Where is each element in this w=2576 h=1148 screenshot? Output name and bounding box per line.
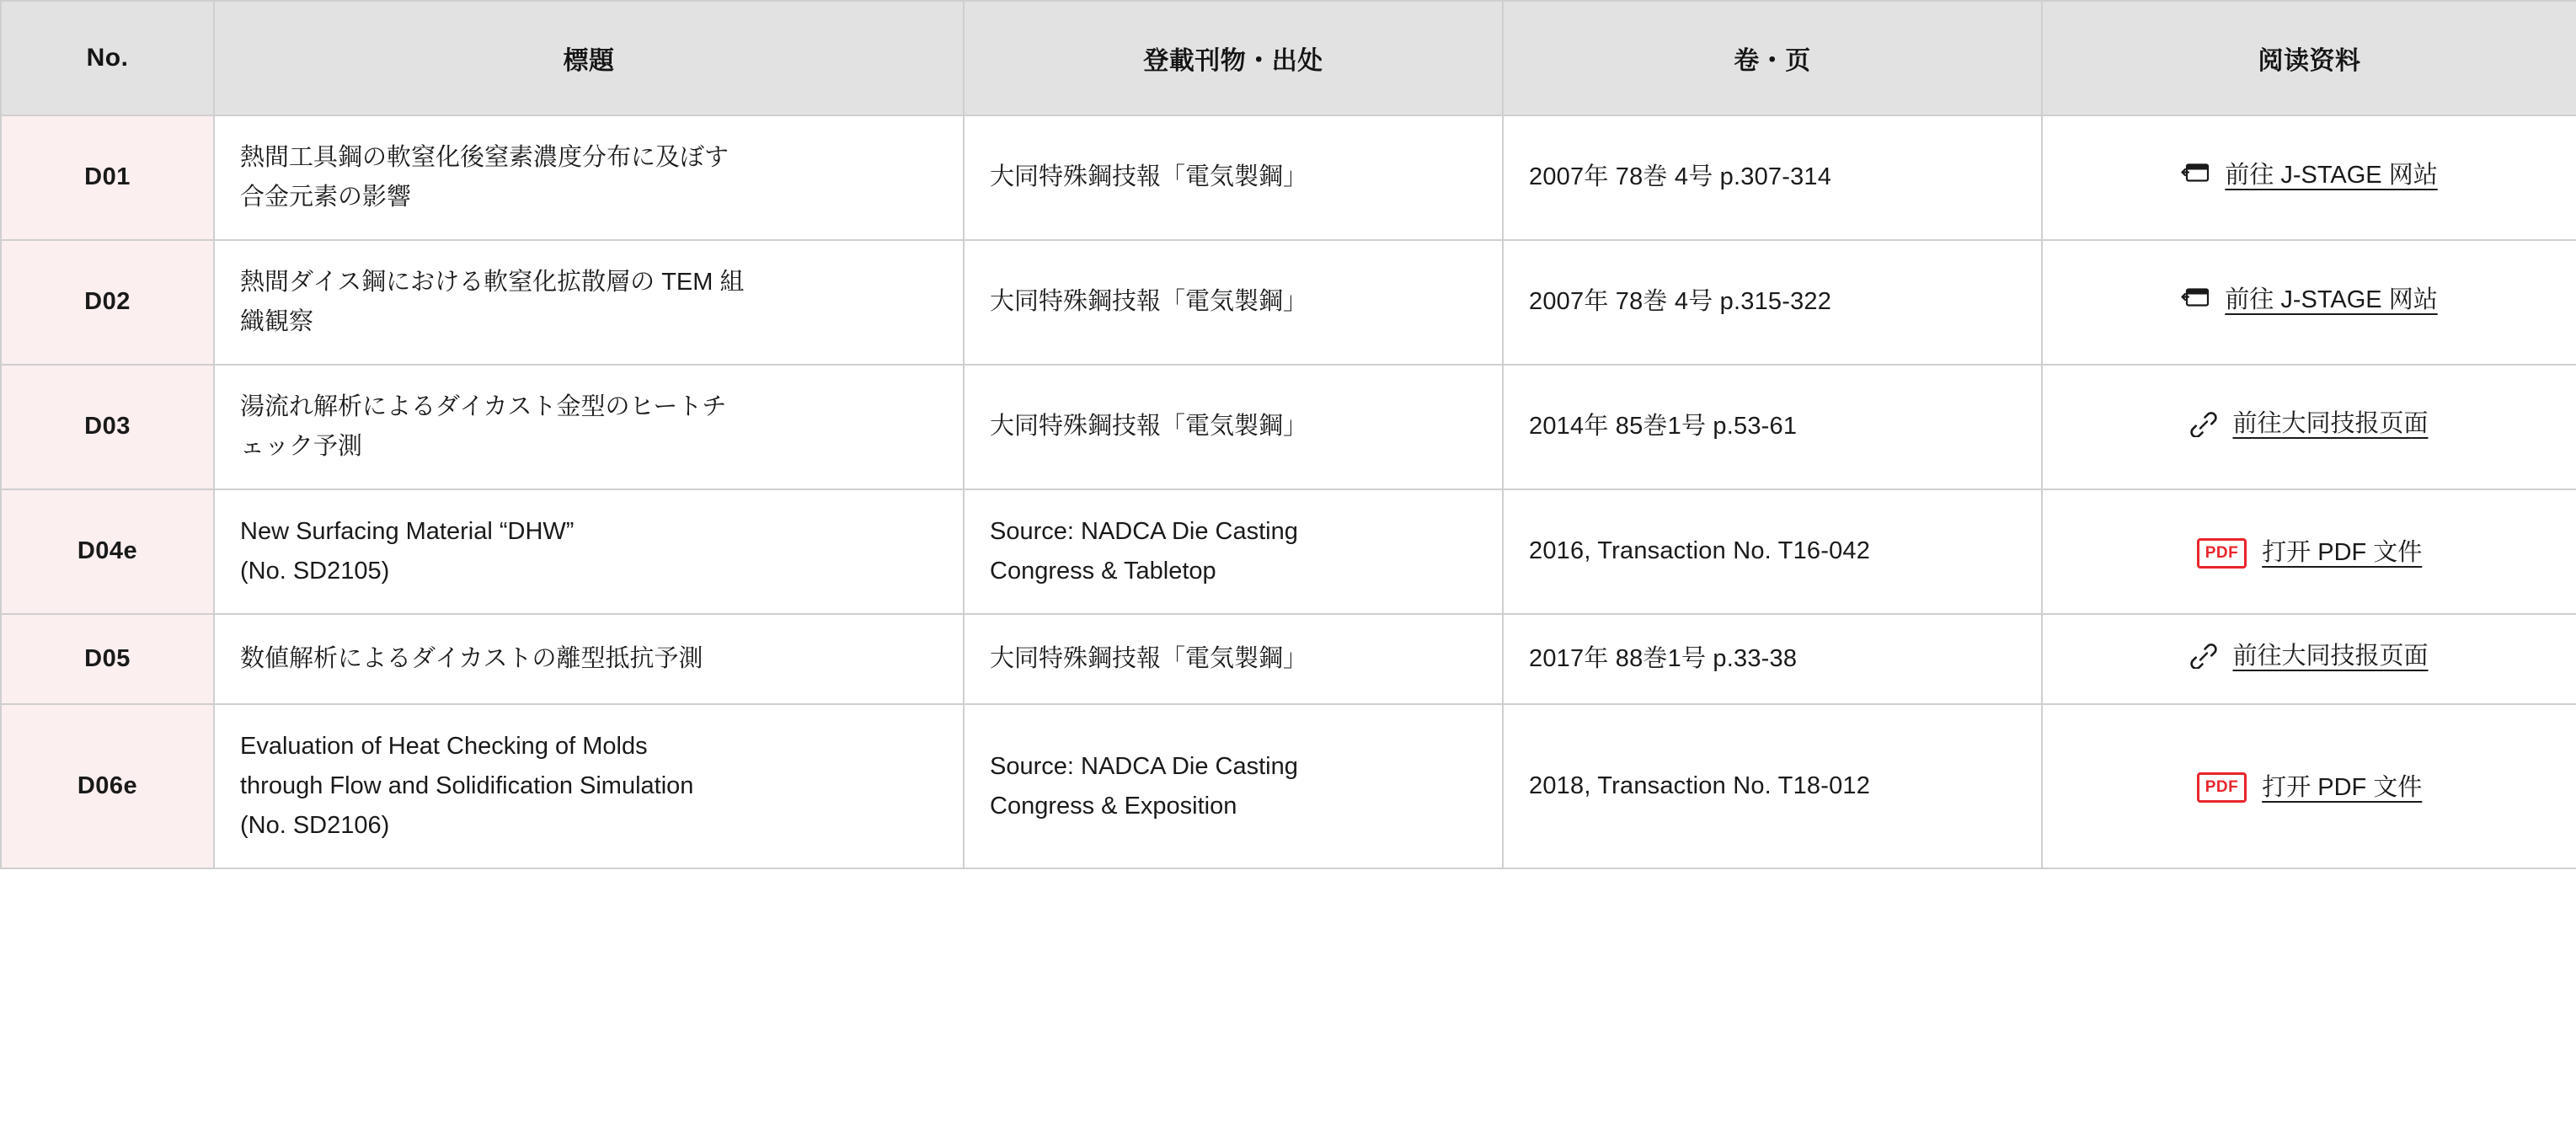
cell-reading[interactable] <box>2042 614 2576 704</box>
reading-link-label[interactable]: 前往大同技报页面 <box>2232 410 2429 438</box>
cell-no: D06e <box>1 704 214 868</box>
table-row <box>1 614 2576 704</box>
cell-volume: 2016, Transaction No. T16-042 <box>1503 489 2042 614</box>
cell-volume: 2017年 88巻1号 p.33-38 <box>1503 614 2042 704</box>
reading-link-label[interactable]: 打开 PDF 文件 <box>2262 539 2423 567</box>
title-line: ェック予測 <box>240 432 363 460</box>
cell-title <box>214 489 964 614</box>
reading-link[interactable] <box>2190 404 2428 444</box>
reading-link[interactable] <box>2197 768 2423 808</box>
reading-link[interactable] <box>2181 280 2437 320</box>
reading-link-label[interactable]: 前往 J-STAGE 网站 <box>2225 286 2438 313</box>
link-chain-icon <box>2190 643 2217 669</box>
cell-title <box>214 115 964 240</box>
pdf-icon: PDF <box>2197 538 2247 569</box>
cell-reading[interactable] <box>2042 115 2576 240</box>
cell-source <box>964 489 1503 614</box>
title-line: through Flow and Solidification Simulation <box>240 772 694 800</box>
cell-volume: 2014年 85巻1号 p.53-61 <box>1503 365 2042 489</box>
external-window-icon <box>2181 163 2210 187</box>
pdf-icon: PDF <box>2197 772 2247 803</box>
table-header-row <box>1 1 2576 115</box>
cell-title <box>214 614 964 704</box>
cell-title <box>214 365 964 489</box>
table-body <box>1 115 2576 868</box>
column-header-title: 標題 <box>214 1 964 115</box>
cell-no: D02 <box>1 240 214 365</box>
column-header-volume: 卷・页 <box>1503 1 2042 115</box>
cell-reading[interactable] <box>2042 704 2576 868</box>
table-header <box>1 1 2576 115</box>
reading-link[interactable] <box>2190 637 2428 676</box>
reading-link-label[interactable]: 前往 J-STAGE 网站 <box>2225 161 2438 189</box>
reading-link-label[interactable]: 前往大同技报页面 <box>2232 642 2429 670</box>
cell-title <box>214 704 964 868</box>
link-chain-icon <box>2190 412 2217 437</box>
reading-link[interactable] <box>2197 533 2423 573</box>
title-line: 数値解析によるダイカストの離型抵抗予測 <box>240 644 703 672</box>
table-row <box>1 704 2576 868</box>
source-line: Source: NADCA Die Casting <box>990 517 1298 545</box>
table-row <box>1 115 2576 240</box>
source-line: Congress & Tabletop <box>990 557 1216 585</box>
cell-no: D04e <box>1 489 214 614</box>
column-header-reading: 阅读资料 <box>2042 1 2576 115</box>
cell-no: D03 <box>1 365 214 489</box>
source-line: 大同特殊鋼技報「電気製鋼」 <box>990 644 1308 672</box>
title-line: Evaluation of Heat Checking of Molds <box>240 733 648 761</box>
cell-no: D01 <box>1 115 214 240</box>
cell-volume: 2007年 78巻 4号 p.307-314 <box>1503 115 2042 240</box>
reading-link[interactable] <box>2181 156 2437 195</box>
cell-reading[interactable] <box>2042 489 2576 614</box>
source-line: 大同特殊鋼技報「電気製鋼」 <box>990 163 1308 191</box>
external-window-icon <box>2181 288 2210 312</box>
source-line: Source: NADCA Die Casting <box>990 752 1298 780</box>
cell-reading[interactable] <box>2042 240 2576 365</box>
cell-source <box>964 115 1503 240</box>
cell-volume: 2007年 78巻 4号 p.315-322 <box>1503 240 2042 365</box>
cell-no: D05 <box>1 614 214 704</box>
cell-title <box>214 240 964 365</box>
cell-source <box>964 704 1503 868</box>
table-row <box>1 240 2576 365</box>
title-line: 織観察 <box>240 307 314 335</box>
table-row <box>1 365 2576 489</box>
cell-source <box>964 240 1503 365</box>
title-line: New Surfacing Material “DHW” <box>240 517 575 545</box>
title-line: (No. SD2106) <box>240 812 390 840</box>
title-line: (No. SD2105) <box>240 557 390 585</box>
source-line: 大同特殊鋼技報「電気製鋼」 <box>990 413 1308 441</box>
cell-reading[interactable] <box>2042 365 2576 489</box>
title-line: 合金元素の影響 <box>240 183 412 211</box>
table-row <box>1 489 2576 614</box>
column-header-no: No. <box>1 1 214 115</box>
title-line: 熱間ダイス鋼における軟窒化拡散層の TEM 組 <box>240 268 745 296</box>
cell-source <box>964 614 1503 704</box>
cell-source <box>964 365 1503 489</box>
title-line: 湯流れ解析によるダイカスト金型のヒートチ <box>240 392 727 420</box>
source-line: 大同特殊鋼技報「電気製鋼」 <box>990 288 1308 316</box>
cell-volume: 2018, Transaction No. T18-012 <box>1503 704 2042 868</box>
column-header-source: 登載刊物・出处 <box>964 1 1503 115</box>
title-line: 熱間工具鋼の軟窒化後窒素濃度分布に及ぼす <box>240 144 730 171</box>
source-line: Congress & Exposition <box>990 792 1237 820</box>
reading-link-label[interactable]: 打开 PDF 文件 <box>2262 773 2423 801</box>
